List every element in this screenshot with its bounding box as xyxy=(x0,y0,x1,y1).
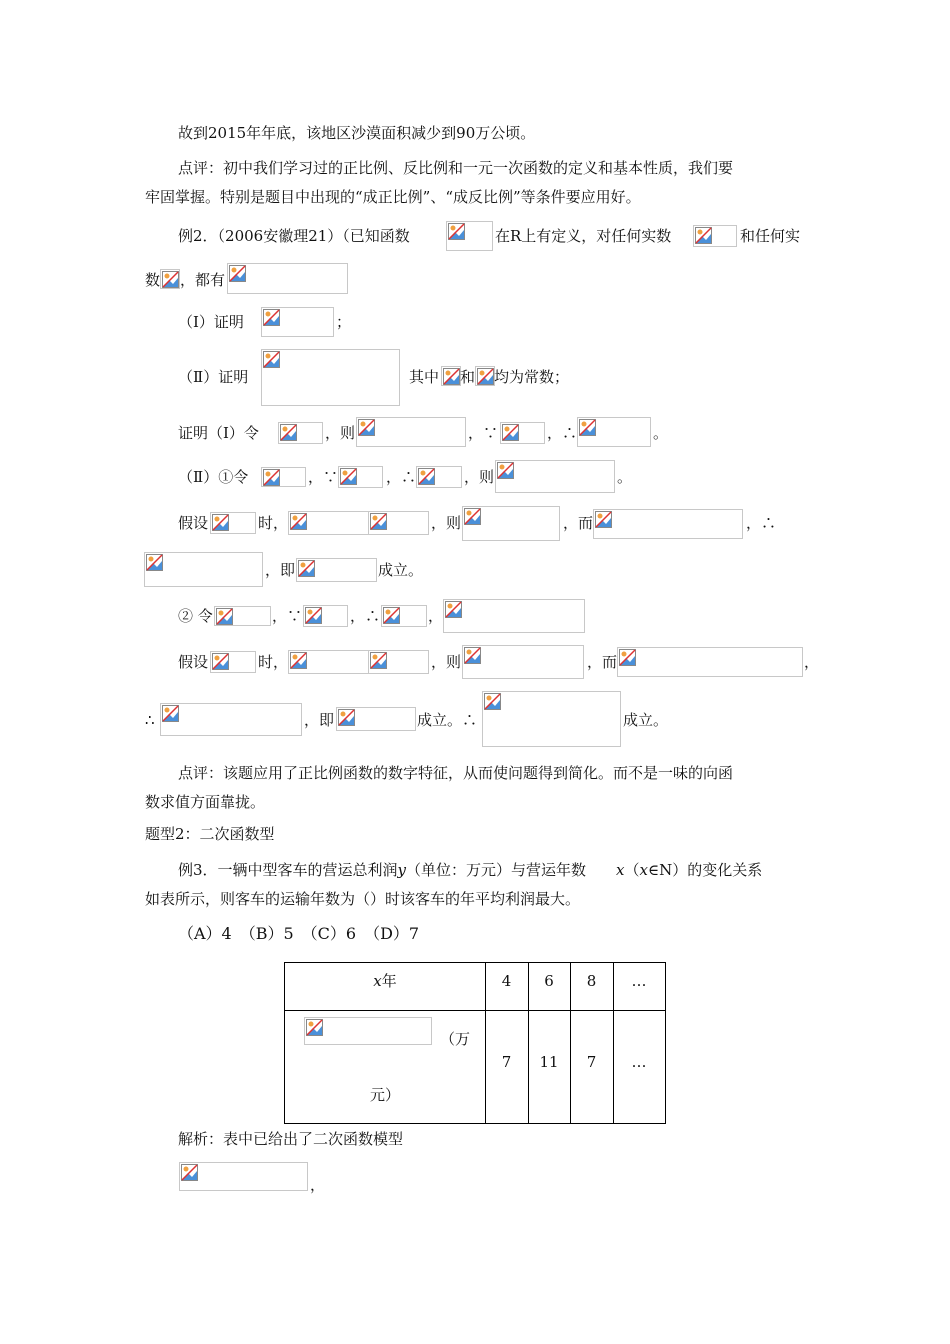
text-line: ，∴ xyxy=(746,514,777,532)
table-header-cell: 6 xyxy=(544,972,554,990)
text-line: 如表所示，则客车的运输年数为（）时该客车的年平均利润最大。 xyxy=(145,890,581,908)
formula-image xyxy=(160,269,180,289)
table-cell: 11 xyxy=(539,1053,559,1071)
broken-image-icon xyxy=(370,513,387,530)
formula-image xyxy=(144,552,263,587)
text-line: ，∵ xyxy=(272,607,303,625)
broken-image-icon xyxy=(448,223,465,240)
text-line: 假设 xyxy=(178,514,209,532)
broken-image-icon xyxy=(263,469,280,486)
formula-image xyxy=(288,650,369,674)
broken-image-icon xyxy=(280,424,297,441)
formula-image xyxy=(336,707,416,731)
formula-image xyxy=(261,467,306,487)
formula-image xyxy=(160,703,302,736)
text-line: 点评：该题应用了正比例函数的数字特征，从而使问题得到简化。而不是一味的向函 xyxy=(178,764,734,782)
broken-image-icon xyxy=(445,601,462,618)
text-span: 例3．一辆中型客车的营运总利润 xyxy=(178,861,398,879)
text-line: ，则 xyxy=(431,653,462,671)
table-row-label: 元） xyxy=(369,1086,400,1104)
formula-image xyxy=(462,506,560,541)
table-row-label: （万 xyxy=(439,1030,470,1048)
var-x: x xyxy=(639,861,648,879)
formula-image xyxy=(381,605,427,627)
text-line: 时， xyxy=(258,514,289,532)
formula-image xyxy=(482,691,621,747)
formula-image xyxy=(214,606,271,626)
formula-image xyxy=(593,509,743,539)
broken-image-icon xyxy=(263,309,280,326)
broken-image-icon xyxy=(212,653,229,670)
formula-image xyxy=(210,651,256,673)
text-line: 均为常数； xyxy=(494,368,570,386)
broken-image-icon xyxy=(306,1019,323,1036)
table-header-cell: … xyxy=(631,972,647,990)
data-table xyxy=(284,962,666,1124)
broken-image-icon xyxy=(418,468,435,485)
broken-image-icon xyxy=(619,649,636,666)
broken-image-icon xyxy=(340,468,357,485)
broken-image-icon xyxy=(181,1164,198,1181)
text-line: ，都有 xyxy=(180,271,226,289)
broken-image-icon xyxy=(502,424,519,441)
text-line: ，∴ xyxy=(386,468,417,486)
text-line: 故到2015年年底，该地区沙漠面积减少到90万公顷。 xyxy=(178,124,536,142)
var-x: x xyxy=(616,861,625,879)
formula-image xyxy=(495,460,615,493)
text-line: 数求值方面靠拢。 xyxy=(145,793,266,811)
text-line: 。 xyxy=(617,468,633,486)
var-y: y xyxy=(397,861,407,879)
formula-image xyxy=(475,366,495,386)
broken-image-icon xyxy=(358,419,375,436)
text-line: 数 xyxy=(145,271,161,289)
text-line: ，∵ xyxy=(308,468,339,486)
formula-image xyxy=(446,221,493,251)
formula-image xyxy=(416,466,462,488)
broken-image-icon xyxy=(464,647,481,664)
formula-image xyxy=(443,599,585,633)
broken-image-icon xyxy=(477,368,494,385)
broken-image-icon xyxy=(464,508,481,525)
text-line: （Ⅱ）①令 xyxy=(178,468,249,486)
formula-image xyxy=(227,263,348,294)
text-line: 解析：表中已给出了二次函数模型 xyxy=(178,1130,404,1148)
broken-image-icon xyxy=(497,462,514,479)
text-line xyxy=(178,860,762,880)
broken-image-icon xyxy=(370,652,387,669)
formula-image xyxy=(261,307,334,337)
formula-image xyxy=(500,422,545,444)
formula-image xyxy=(210,512,256,534)
formula-image xyxy=(303,605,348,627)
text-line: 时， xyxy=(258,653,289,671)
text-line: 成立。∴ xyxy=(417,711,478,729)
section-heading: 题型2：二次函数型 xyxy=(145,825,275,843)
table-cell: 7 xyxy=(501,1053,512,1071)
broken-image-icon xyxy=(338,709,355,726)
broken-image-icon xyxy=(229,265,246,282)
text-line: 。 xyxy=(653,424,669,442)
formula-image xyxy=(368,650,429,674)
broken-image-icon xyxy=(298,560,315,577)
answer-options: （A）4 （B）5 （C）6 （D）7 xyxy=(178,924,420,943)
text-line: （Ⅱ）证明 xyxy=(178,368,249,386)
table-cell: … xyxy=(631,1053,647,1071)
text-span: （ xyxy=(624,861,640,879)
broken-image-icon xyxy=(216,608,233,625)
text-line: （Ⅰ）证明 xyxy=(178,313,244,331)
formula-image xyxy=(288,511,369,535)
text-line: ，即 xyxy=(265,561,296,579)
formula-image xyxy=(441,366,461,386)
text-line: 假设 xyxy=(178,653,209,671)
text-line: ② 令 xyxy=(178,607,213,625)
broken-image-icon xyxy=(162,271,179,288)
broken-image-icon xyxy=(162,705,179,722)
broken-image-icon xyxy=(695,227,712,244)
text-line: ∴ xyxy=(145,711,155,729)
formula-image xyxy=(617,647,803,677)
text-line: 证明（Ⅰ）令 xyxy=(178,424,259,442)
text-line: ，而 xyxy=(563,514,594,532)
text-line: ，∴ xyxy=(547,424,578,442)
table-header-cell: x年 xyxy=(373,972,397,990)
text-line: ， xyxy=(310,1176,326,1194)
broken-image-icon xyxy=(443,368,460,385)
text-line: 牢固掌握。特别是题目中出现的“成正比例”、“成反比例”等条件要应用好。 xyxy=(145,188,641,206)
text-line: ， xyxy=(804,653,820,671)
formula-image xyxy=(261,349,400,406)
text-span: （单位：万元）与营运年数 xyxy=(406,861,587,879)
formula-image xyxy=(462,645,584,679)
text-line: ，∵ xyxy=(468,424,499,442)
text-line: 在R上有定义，对任何实数 xyxy=(495,227,672,245)
text-line: 成立。 xyxy=(623,711,669,729)
broken-image-icon xyxy=(146,554,163,571)
text-line: ，则 xyxy=(464,468,495,486)
text-line: ； xyxy=(336,313,352,331)
formula-image xyxy=(304,1017,432,1045)
text-line: 例2．（2006安徽理21）（已知函数 xyxy=(178,227,410,245)
broken-image-icon xyxy=(212,514,229,531)
text-line: ，即 xyxy=(304,711,335,729)
table-header-cell: 8 xyxy=(586,972,597,990)
text-line: 和任何实 xyxy=(740,227,801,245)
formula-image xyxy=(278,422,323,444)
formula-image xyxy=(577,417,651,447)
broken-image-icon xyxy=(305,607,322,624)
formula-image xyxy=(296,558,377,582)
text-line: ，而 xyxy=(587,653,618,671)
text-line: 成立。 xyxy=(378,561,424,579)
formula-image xyxy=(693,225,737,247)
table-cell: 7 xyxy=(586,1053,597,1071)
text-line: ，则 xyxy=(431,514,462,532)
formula-image xyxy=(338,466,383,488)
text-line: ，∴ xyxy=(350,607,381,625)
formula-image xyxy=(368,511,429,535)
broken-image-icon xyxy=(290,513,307,530)
broken-image-icon xyxy=(484,693,501,710)
text-span: ∈N）的变化关系 xyxy=(648,861,763,879)
text-line: ， xyxy=(428,607,444,625)
formula-image xyxy=(356,417,466,447)
text-line: 和 xyxy=(460,368,476,386)
broken-image-icon xyxy=(595,511,612,528)
broken-image-icon xyxy=(383,607,400,624)
broken-image-icon xyxy=(290,652,307,669)
broken-image-icon xyxy=(263,351,280,368)
text-line: 其中 xyxy=(409,368,440,386)
text-line: ，则 xyxy=(325,424,356,442)
broken-image-icon xyxy=(579,419,596,436)
text-line: 点评：初中我们学习过的正比例、反比例和一元一次函数的定义和基本性质，我们要 xyxy=(178,159,734,177)
formula-image xyxy=(179,1162,308,1191)
table-header-cell: 4 xyxy=(501,972,512,990)
